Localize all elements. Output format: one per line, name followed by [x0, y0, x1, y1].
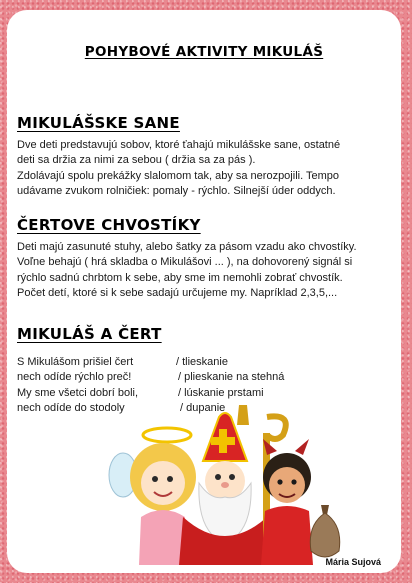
section-text-mikulasske-sane [17, 138, 397, 199]
text-line: rýchlo sadnú chrbtom k sebe, aby sme im nemohli zobrať chvostík. [17, 271, 343, 284]
text-line: deti sa držia za nimi za sebou ( držia sa za pás ). [17, 154, 256, 167]
sack-icon [310, 505, 339, 557]
section-heading-mikulas-a-cert: MIKULÁŠ A ČERT [17, 325, 162, 343]
poem-action: / dupanie [180, 401, 226, 414]
poem-verse: nech odíde rýchlo preč! [17, 371, 132, 384]
poem-action: / lúskanie prstami [178, 386, 264, 399]
text-line: Zdolávajú spolu prekážky slalomom tak, aby sa nerozpojili. Tempo [17, 169, 340, 182]
text-line: udávame zvukom rolničiek: pomaly - rýchlo. Silnejší úder oddych. [17, 184, 336, 197]
poem-verse: My sme všetci dobrí boli, [17, 386, 139, 399]
text-line: Voľne behajú ( hrá skladba o Mikulášovi ... ), na dohovorený signál si [17, 256, 353, 269]
section-heading-mikulasske-sane: MIKULÁŠSKE SANE [17, 114, 180, 132]
text-line: Počet detí, ktoré si k sebe sadajú určujeme my. Napríklad 2,3,5,... [17, 286, 338, 299]
section-heading-certove-chvostiky: ČERTOVE CHVOSTÍKY [17, 216, 201, 234]
poem-line [17, 386, 397, 401]
text-line: Deti majú zasunuté stuhy, alebo šatky za pásom vzadu ako chvostíky. [17, 241, 357, 253]
section-text-certove-chvostiky [17, 240, 397, 301]
poem-action: / tlieskanie [176, 356, 228, 368]
text-line: Dve deti predstavujú sobov, ktoré ťahajú mikulášske sane, ostatné [17, 139, 341, 151]
page-title: POHYBOVÉ AKTIVITY MIKULÁŠ [84, 44, 324, 60]
poem-action: / plieskanie na stehná [178, 371, 285, 384]
author-signature: Mária Sujová [325, 557, 381, 567]
poem-verse: S Mikulášom prišiel čert [17, 356, 134, 368]
mikulas-illustration [107, 405, 343, 565]
worksheet-card [7, 10, 401, 573]
poem-line [17, 355, 397, 370]
poem-line [17, 370, 397, 385]
poem-verse: nech odíde do stodoly [17, 401, 125, 414]
